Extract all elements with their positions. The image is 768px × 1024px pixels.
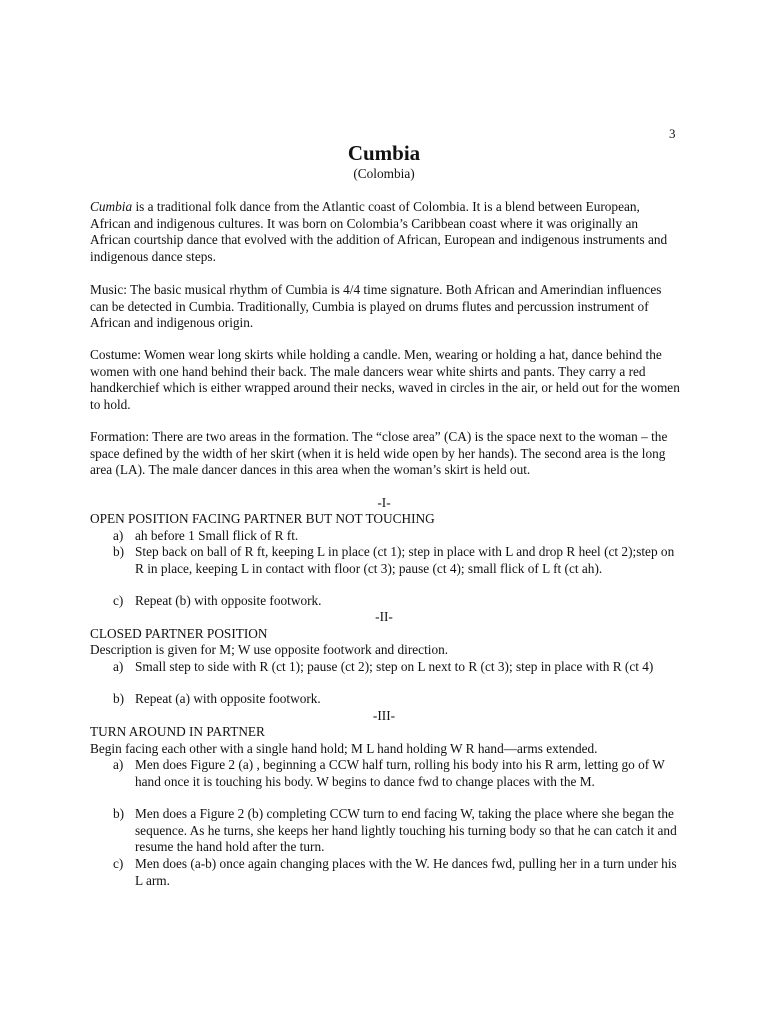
section-2-item-a bbox=[113, 659, 683, 676]
item-marker: a) bbox=[113, 528, 124, 543]
section-1-item-b bbox=[113, 544, 683, 577]
page-title: Cumbia bbox=[347, 141, 421, 165]
formation-paragraph: Formation: There are two areas in the formation. The “close area” (CA) is the space next to the woman – the space defined by the width of her skirt (when it is held wide open by her hands). The second area is the long area (LA). The male dancer dances in this area when the woman’s skirt is held out. bbox=[90, 429, 668, 477]
section-2-intro: Description is given for M; W use opposite footwork and direction. bbox=[90, 642, 449, 657]
item-marker: b) bbox=[113, 691, 125, 706]
item-text: Step back on ball of R ft, keeping L in place (ct 1); step in place with L and drop R heel (ct 2);step on R in place, keeping L in contact with floor (ct 3); pause (ct 4); small flick of L ft (ct ah). bbox=[135, 544, 675, 576]
section-1-heading: OPEN POSITION FACING PARTNER BUT NOT TOUCHING bbox=[90, 511, 435, 526]
intro-italic-word: Cumbia bbox=[90, 199, 133, 214]
item-text: Small step to side with R (ct 1); pause (ct 2); step on L next to R (ct 3); step in place with R (ct 4) bbox=[135, 659, 654, 674]
item-marker: c) bbox=[113, 856, 124, 871]
section-3-numeral: -III- bbox=[372, 708, 396, 723]
section-3-item-a bbox=[113, 757, 683, 790]
item-marker: b) bbox=[113, 806, 125, 821]
item-marker: a) bbox=[113, 659, 124, 674]
item-text: ah before 1 Small flick of R ft. bbox=[135, 528, 299, 543]
section-3-heading: TURN AROUND IN PARTNER bbox=[90, 724, 265, 739]
item-marker: a) bbox=[113, 757, 124, 772]
item-text: Men does (a-b) once again changing places with the W. He dances fwd, pulling her in a turn under his L arm. bbox=[135, 856, 677, 888]
costume-paragraph: Costume: Women wear long skirts while holding a candle. Men, wearing or holding a hat, dance behind the women with one hand behind their back. The male dancers wear white shirts and pants. They carry a red handkerchief which is either wrapped around their necks, waved in circles in the air, or held out for the women to hold. bbox=[90, 347, 680, 412]
intro-paragraph bbox=[90, 199, 680, 265]
section-2-heading: CLOSED PARTNER POSITION bbox=[90, 626, 268, 641]
intro-text: is a traditional folk dance from the Atlantic coast of Colombia. It is a blend between European, African and indigenous cultures. It was born on Colombia’s Caribbean coast where it was originally an African courtship dance that evolved with the addition of African, European and indigenous instruments and indigenous dance steps. bbox=[90, 199, 668, 264]
item-marker: c) bbox=[113, 593, 124, 608]
item-text: Men does Figure 2 (a) , beginning a CCW half turn, rolling his body into his R arm, letting go of W hand once it is touching his body. W begins to dance fwd to change places with the M. bbox=[135, 757, 665, 789]
item-text: Men does a Figure 2 (b) completing CCW turn to end facing W, taking the place where she began the sequence. As he turns, she keeps her hand lightly touching his turning body so that he can catch it and resume the hand hold after the turn. bbox=[135, 806, 677, 854]
section-3-item-c bbox=[113, 856, 683, 889]
section-1-numeral: -I- bbox=[377, 495, 391, 510]
section-1-item-a bbox=[113, 528, 683, 545]
music-paragraph: Music: The basic musical rhythm of Cumbia is 4/4 time signature. Both African and Amerindian influences can be detected in Cumbia. Traditionally, Cumbia is played on drums flutes and percussion instrument of African and indigenous origin. bbox=[90, 282, 662, 330]
section-2-item-b bbox=[113, 691, 683, 708]
section-3-intro: Begin facing each other with a single hand hold; M L hand holding W R hand—arms extended. bbox=[90, 741, 598, 756]
item-text: Repeat (a) with opposite footwork. bbox=[135, 691, 321, 706]
section-1-item-c bbox=[113, 593, 683, 610]
page-subtitle: (Colombia) bbox=[353, 166, 415, 181]
item-text: Repeat (b) with opposite footwork. bbox=[135, 593, 322, 608]
section-3-item-b bbox=[113, 806, 683, 856]
section-2-numeral: -II- bbox=[375, 609, 393, 624]
page-number: 3 bbox=[669, 126, 676, 141]
item-marker: b) bbox=[113, 544, 125, 559]
